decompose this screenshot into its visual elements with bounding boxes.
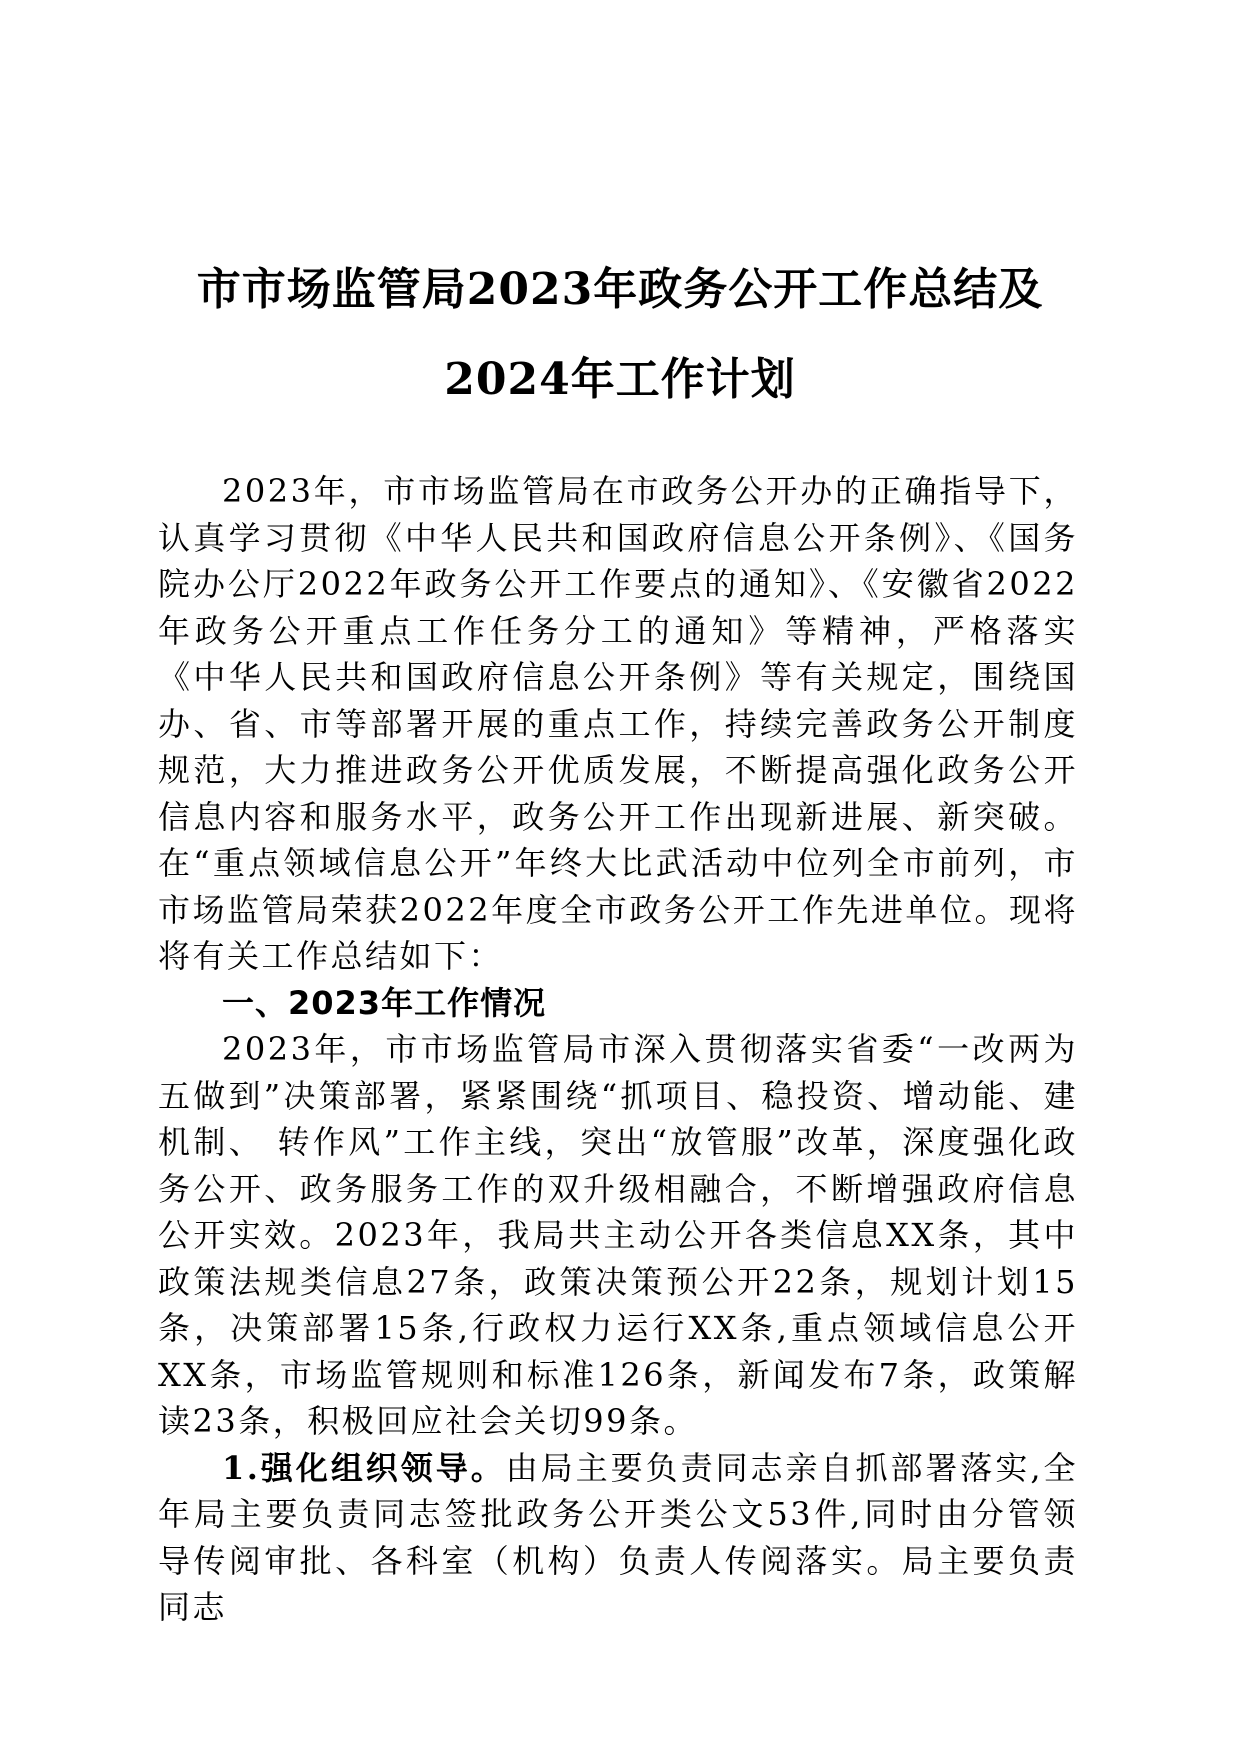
- document-title-line-1: 市市场监管局2023年政务公开工作总结及: [196, 264, 1044, 315]
- section-1-paragraph: 2023年，市市场监管局市深入贯彻落实省委“一改两为五做到”决策部署，紧紧围绕“抓项目、稳投资、增动能、建机制、 转作风”工作主线，突出“放管服”改革，深度强化政务公开、政务服务工作的双升级相融合，不断增强政府信息公开实效。2023年，我局共主动公开各类信息XX条，其中政策法规类信息27条，政策决策预公开22条，规划计划15条，决策部署15条,行政权力运行XX条,重点领域信息公开XX条，市场监管规则和标准126条，新闻发布7条，政策解读23条，积极回应社会关切99条。: [158, 1030, 1078, 1440]
- document-body: [158, 468, 1078, 1631]
- item-1-paragraph: [158, 1445, 1078, 1631]
- item-1-body: 由局主要负责同志亲自抓部署落实,全年局主要负责同志签批政务公开类公文53件,同时由分管领导传阅审批、各科室（机构）负责人传阅落实。局主要负责同志: [158, 1448, 1078, 1626]
- intro-paragraph: 2023年，市市场监管局在市政务公开办的正确指导下，认真学习贯彻《中华人民共和国政府信息公开条例》、《国务院办公厅2022年政务公开工作要点的通知》、《安徽省2022年政务公开重点工作任务分工的通知》等精神，严格落实《中华人民共和国政府信息公开条例》等有关规定，围绕国办、省、市等部署开展的重点工作，持续完善政务公开制度规范，大力推进政务公开优质发展，不断提高强化政务公开信息内容和服务水平，政务公开工作出现新进展、新突破。在“重点领域信息公开”年终大比武活动中位列全市前列，市市场监管局荣获2022年度全市政务公开工作先进单位。现将将有关工作总结如下：: [158, 472, 1078, 975]
- document-title-line-2: 2024年工作计划: [444, 354, 796, 405]
- item-1-lead: 1.强化组织领导。: [222, 1448, 506, 1487]
- section-1-heading: 一、2023年工作情况: [222, 983, 547, 1022]
